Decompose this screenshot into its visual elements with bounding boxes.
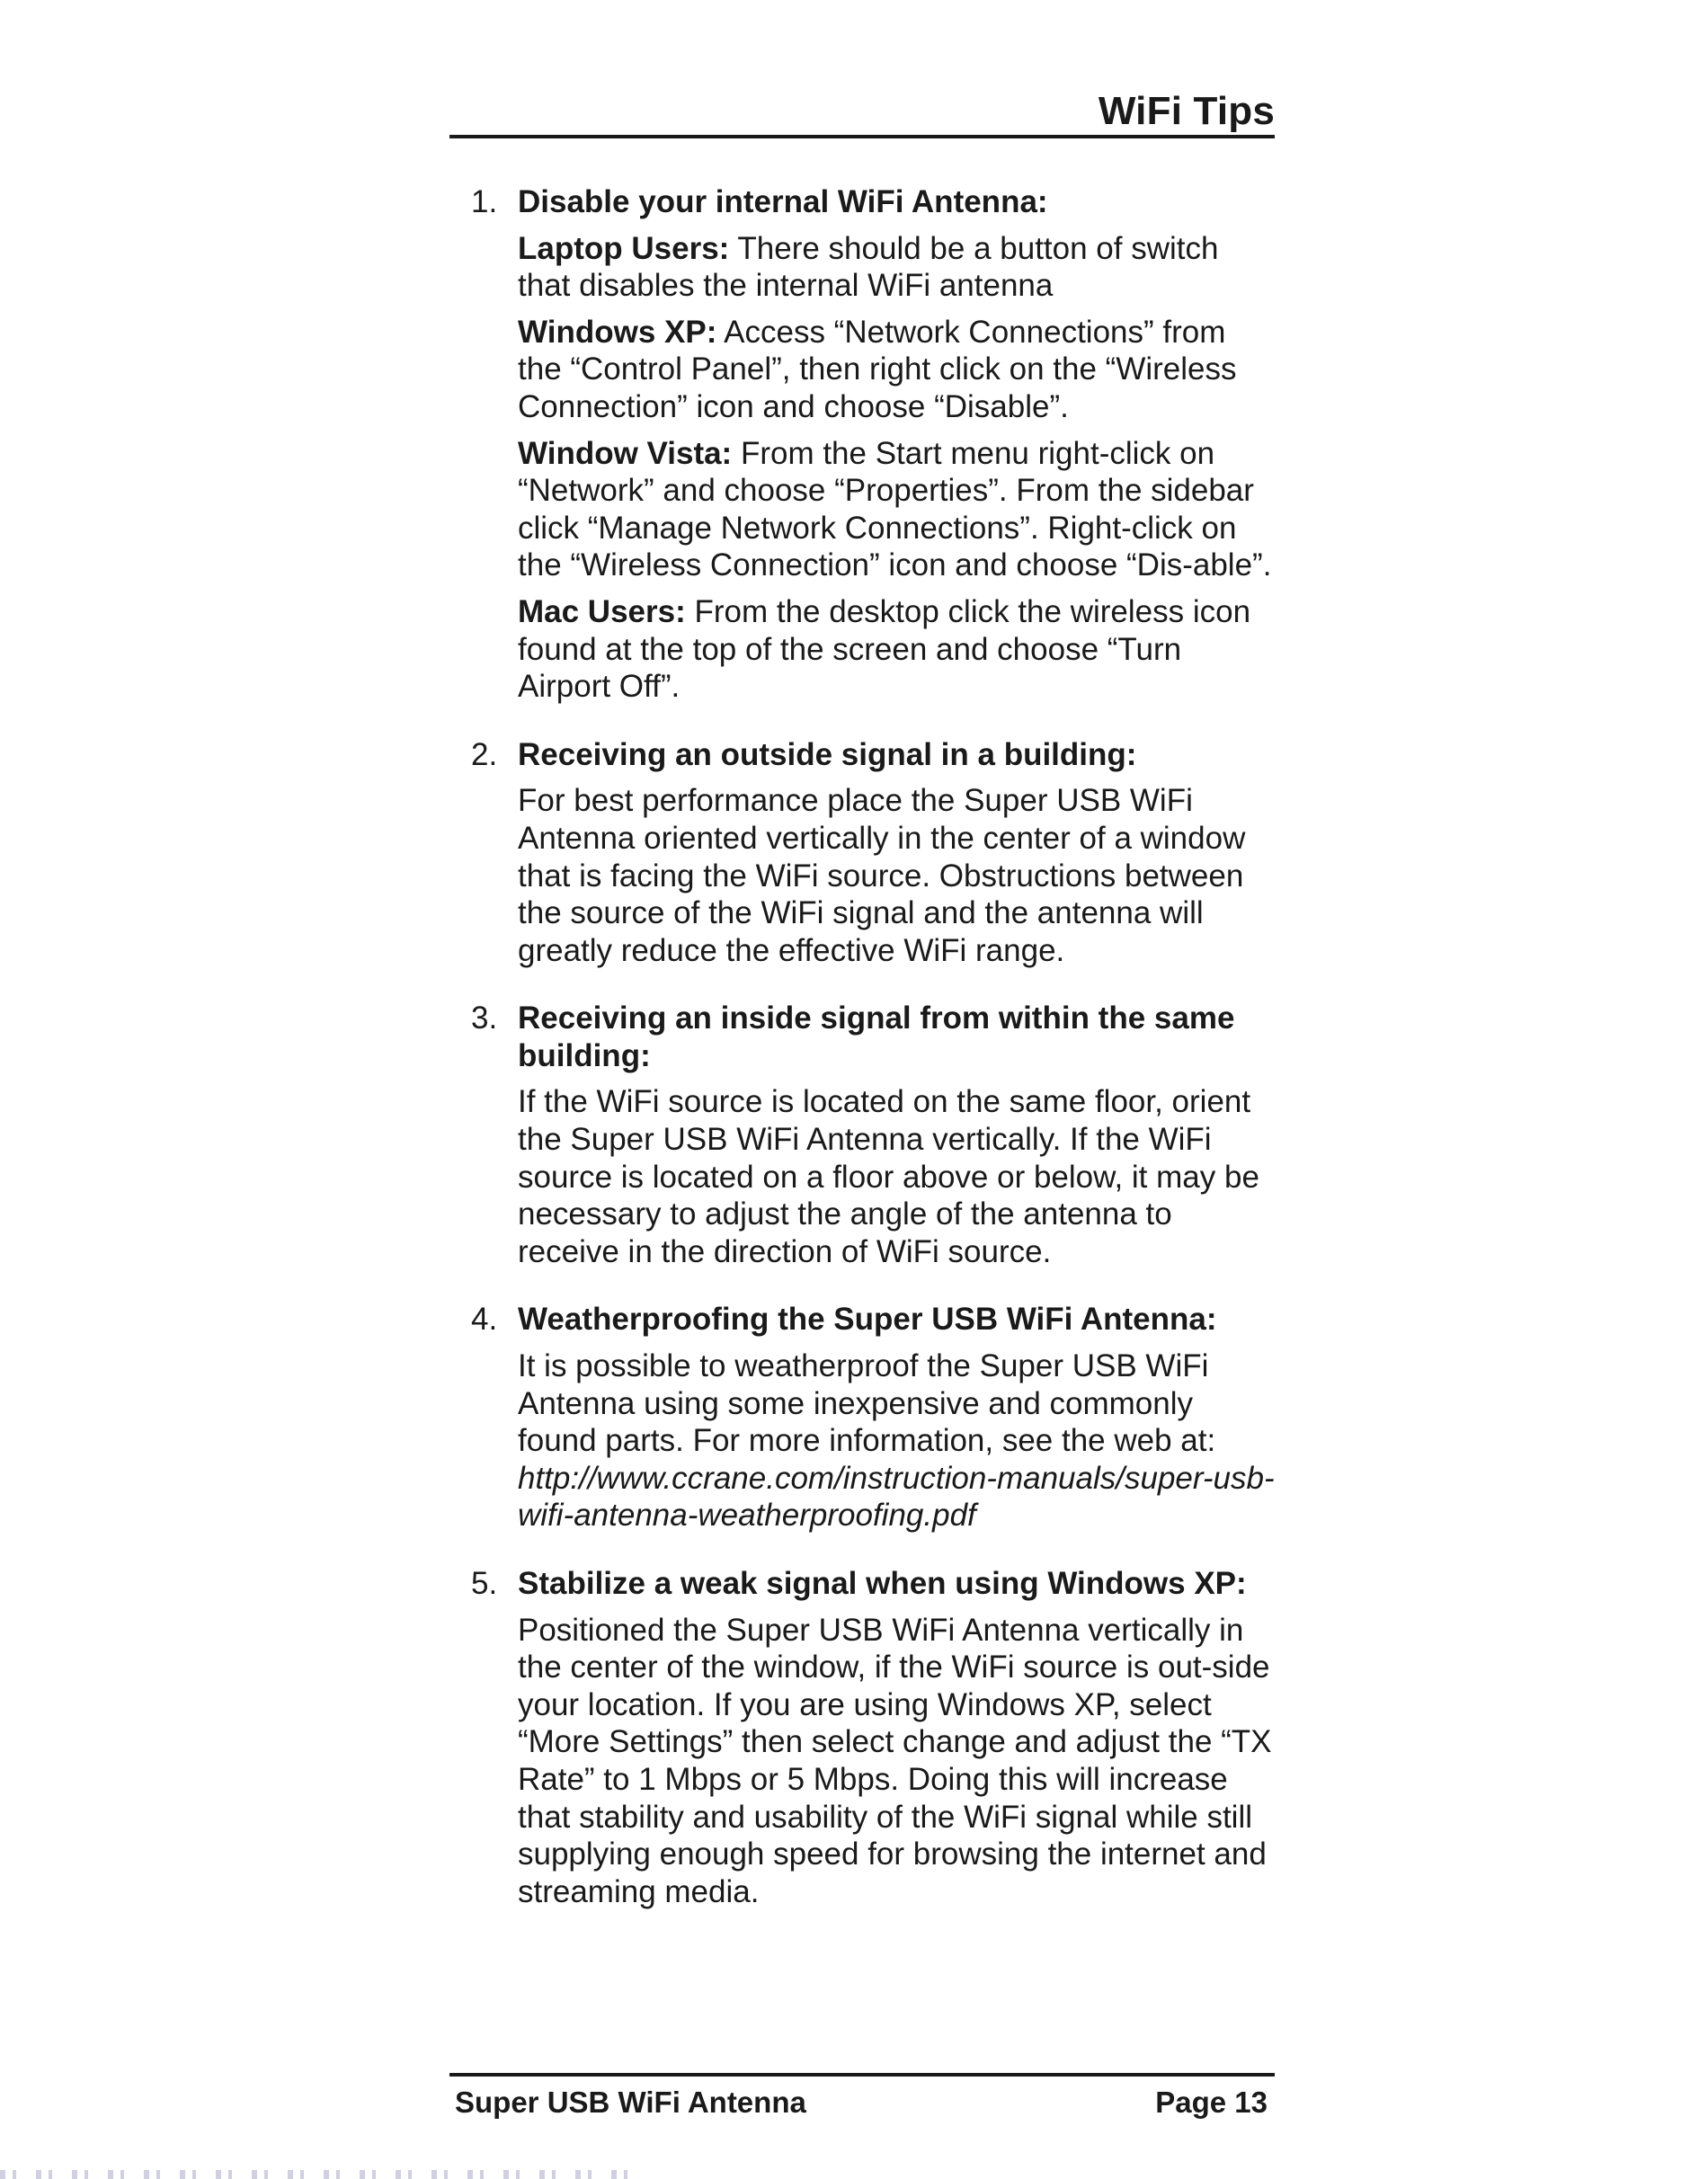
paragraph-text: From the Start menu right-click on “Network” and choose “Properties”. From the sidebar click “Manage Network Connections”. Right-click on the “Wireless Connection” icon and choose “Dis-able”. — [518, 435, 1272, 583]
page-footer — [449, 2073, 1275, 2118]
tip-number: 3. — [471, 1001, 498, 1036]
scan-artifact-strip — [0, 2170, 629, 2179]
tips-list — [449, 183, 1277, 1910]
tip-paragraph: If the WiFi source is located on the same floor, orient the Super USB WiFi Antenna vertically. If the WiFi source is located on a floor above or below, it may be necessary to adjust the angle of the antenna to receive in the direction of WiFi source. — [518, 1084, 1259, 1269]
paragraph-label: Windows XP: — [518, 314, 717, 350]
tip-item-2 — [449, 736, 1277, 970]
paragraph-label: Window Vista: — [518, 435, 733, 471]
tip-heading: Receiving an inside signal from within the same building: — [518, 1001, 1235, 1073]
paragraph-text: Access “Network Connections” from the “Control Panel”, then right click on the “Wireless Connection” icon and choose “Disable”. — [518, 314, 1237, 424]
paragraph-text: From the desktop click the wireless icon found at the top of the screen and choose “Turn Airport Off”. — [518, 593, 1251, 705]
paragraph-label: Mac Users: — [518, 593, 686, 629]
tip-paragraph: Positioned the Super USB WiFi Antenna vertically in the center of the window, if the WiFi source is out-side your location. If you are using Windows XP, select “More Settings” then select change and adjust the “TX Rate” to 1 Mbps or 5 Mbps. Doing this will increase that stability and usability of the WiFi signal while still supplying enough speed for browsing the internet and streaming media. — [518, 1612, 1272, 1909]
tip-number: 2. — [471, 736, 498, 772]
paragraph-text: There should be a button of switch that disables the internal WiFi antenna — [518, 230, 1219, 304]
tip-number: 5. — [471, 1566, 498, 1601]
tip-heading: Receiving an outside signal in a building: — [518, 736, 1137, 772]
tip-paragraph — [518, 1347, 1277, 1534]
weatherproofing-url[interactable]: http://www.ccrane.com/instruction-manuals/super-usb-wifi-antenna-weatherproofing.pdf — [518, 1460, 1275, 1534]
footer-page-number: Page 13 — [1155, 2086, 1268, 2119]
tip-item-3 — [449, 1000, 1277, 1270]
tip-number: 1. — [471, 184, 498, 219]
tip-item-4 — [449, 1301, 1277, 1534]
tip-paragraph-laptop-users — [518, 230, 1277, 305]
paragraph-text: It is possible to weatherproof the Super USB WiFi Antenna using some inexpensive and commonly found parts. For more information, see the web at: — [518, 1348, 1216, 1459]
tip-number: 4. — [471, 1302, 498, 1338]
tip-heading: Disable your internal WiFi Antenna: — [518, 184, 1048, 219]
tip-item-1 — [449, 183, 1277, 706]
tip-paragraph-windows-vista — [518, 435, 1277, 584]
footer-product-name: Super USB WiFi Antenna — [455, 2086, 806, 2119]
tip-item-5 — [449, 1565, 1277, 1910]
page-title: WiFi Tips — [1098, 89, 1275, 133]
tip-paragraph-mac-users — [518, 593, 1277, 706]
tip-paragraph-windows-xp — [518, 314, 1277, 426]
page-header — [449, 79, 1275, 138]
tip-heading: Stabilize a weak signal when using Windows XP: — [518, 1566, 1247, 1601]
tip-heading: Weatherproofing the Super USB WiFi Antenna: — [518, 1302, 1217, 1338]
tip-paragraph: For best performance place the Super USB WiFi Antenna oriented vertically in the center of a window that is facing the WiFi source. Obstructions between the source of the WiFi signal and the antenna will greatly reduce the effective WiFi range. — [518, 783, 1246, 968]
paragraph-label: Laptop Users: — [518, 230, 730, 266]
tips-content — [449, 183, 1277, 1941]
